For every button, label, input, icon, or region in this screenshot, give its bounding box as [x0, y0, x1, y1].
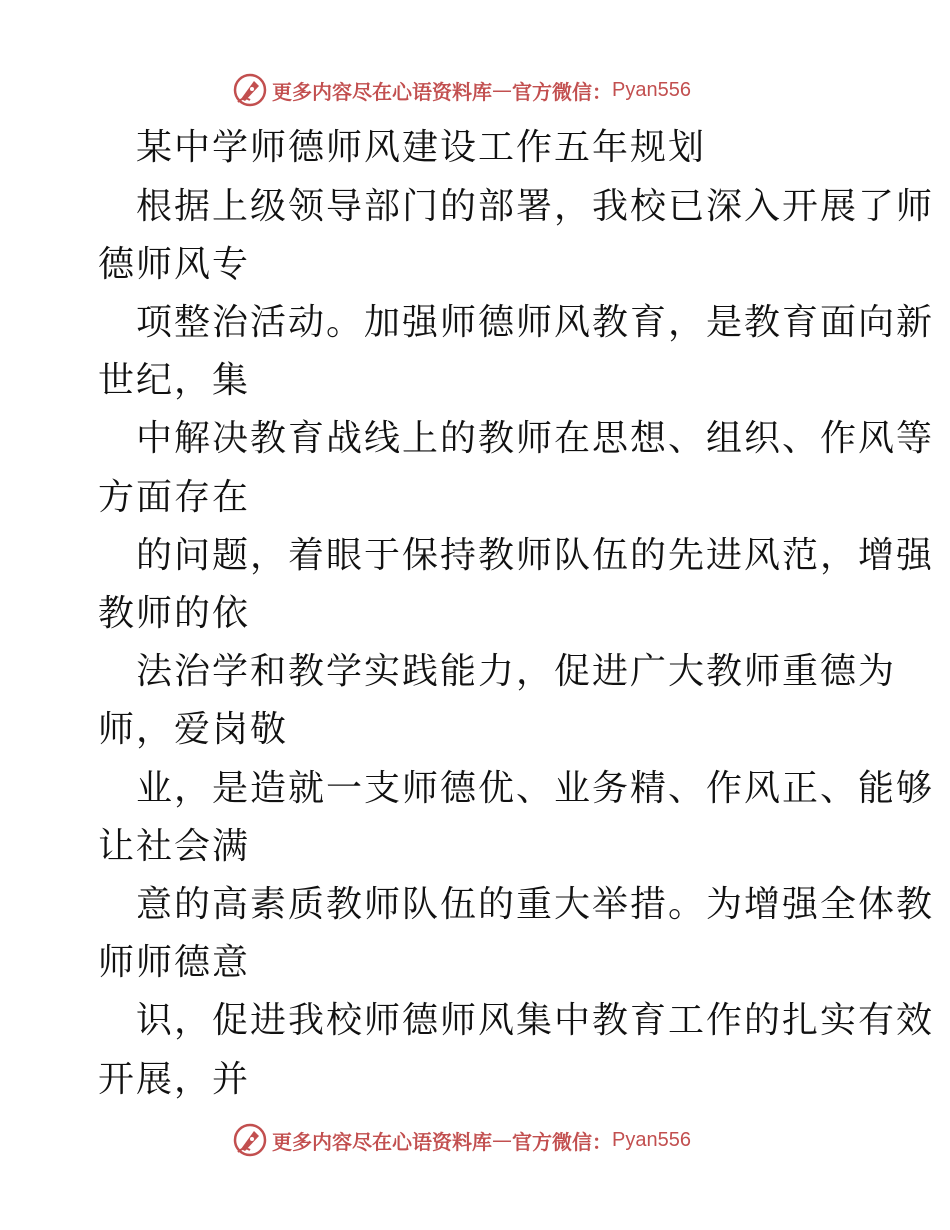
document-line: 根据上级领导部门的部署，我校已深入开展了师 — [136, 186, 935, 227]
document-line: 世纪，集 — [98, 360, 251, 401]
banner-wechat-label: 官方微信： — [512, 79, 612, 104]
header-banner — [232, 70, 691, 110]
document-line: 开展，并 — [98, 1059, 251, 1100]
document-line: 识，促进我校师德师风集中教育工作的扎实有效 — [136, 1000, 935, 1041]
document-line: 的问题，着眼于保持教师队伍的先进风范，增强 — [136, 535, 935, 576]
banner-separator: — — [492, 78, 512, 102]
pen-nib-logo-icon — [232, 1122, 268, 1158]
banner-wechat-id: Pyan556 — [612, 78, 691, 101]
banner-brand-text: 更多内容尽在心语资料库 — [272, 79, 492, 104]
banner-separator: — — [492, 1128, 512, 1152]
document-line: 法治学和教学实践能力，促进广大教师重德为 — [136, 651, 897, 692]
banner-brand-text: 更多内容尽在心语资料库 — [272, 1129, 492, 1154]
document-line: 中解决教育战线上的教师在思想、组织、作风等 — [136, 418, 935, 459]
document-line: 意的高素质教师队伍的重大举措。为增强全体教 — [136, 884, 935, 925]
document-title: 某中学师德师风建设工作五年规划 — [136, 127, 707, 168]
document-line: 项整治活动。加强师德师风教育，是教育面向新 — [136, 302, 935, 343]
footer-banner — [232, 1120, 691, 1160]
document-line: 师，爱岗敬 — [98, 709, 289, 750]
banner-wechat-label: 官方微信： — [512, 1129, 612, 1154]
document-line: 师师德意 — [98, 942, 251, 983]
document-line: 教师的依 — [98, 593, 251, 634]
document-line: 德师风专 — [98, 244, 251, 285]
document-line: 业，是造就一支师德优、业务精、作风正、能够 — [136, 768, 935, 809]
pen-nib-logo-icon — [232, 72, 268, 108]
document-line: 方面存在 — [98, 477, 251, 518]
document-line: 让社会满 — [98, 826, 251, 867]
banner-wechat-id: Pyan556 — [612, 1128, 691, 1151]
